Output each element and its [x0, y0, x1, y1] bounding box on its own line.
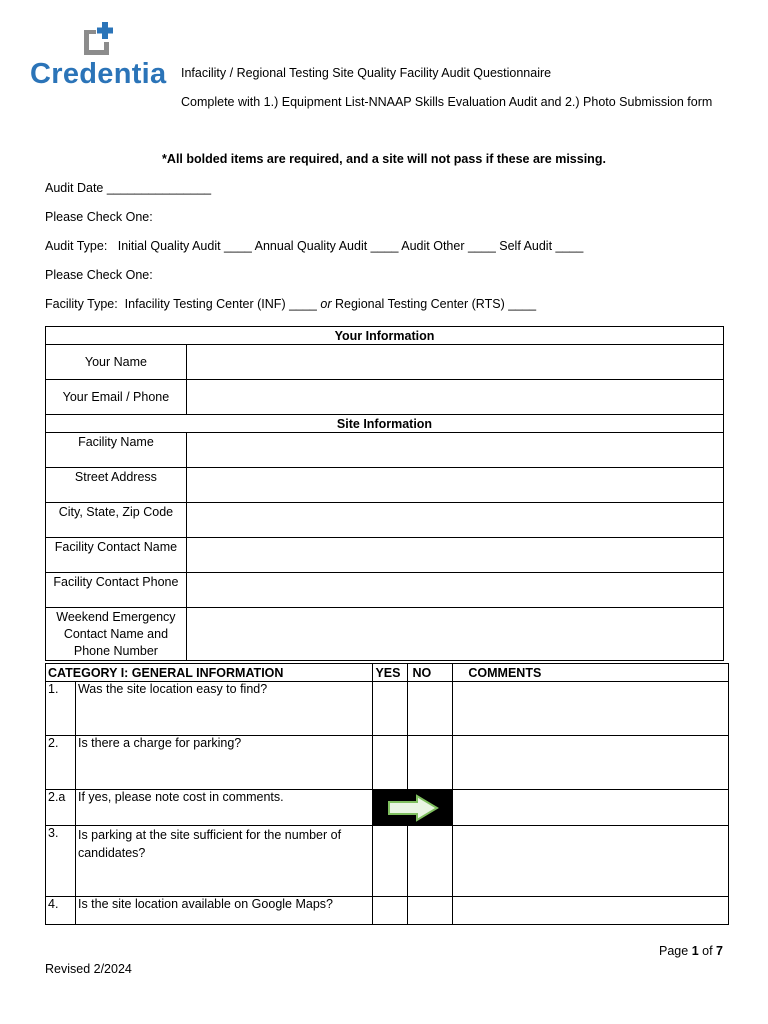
- required-note: *All bolded items are required, and a site will not pass if these are missing.: [162, 152, 606, 166]
- street-address-cell[interactable]: [186, 468, 723, 503]
- page-prefix: Page: [659, 944, 689, 958]
- question-number: 2.a: [46, 790, 76, 826]
- no-cell[interactable]: [408, 897, 453, 925]
- weekend-emergency-cell[interactable]: [186, 608, 723, 661]
- facility-type-rts: Regional Testing Center (RTS) ____: [334, 297, 537, 311]
- question-number: 3.: [46, 826, 76, 897]
- your-name-label: Your Name: [46, 345, 187, 380]
- your-info-heading: Your Information: [46, 327, 724, 345]
- no-cell[interactable]: [408, 736, 453, 790]
- your-name-cell[interactable]: [186, 345, 723, 380]
- table-row: [46, 826, 729, 897]
- city-state-zip-cell[interactable]: [186, 503, 723, 538]
- facility-name-label: Facility Name: [46, 433, 187, 468]
- audit-date-field: Audit Date _______________: [45, 181, 212, 195]
- yes-cell[interactable]: [373, 682, 408, 736]
- page-number: [659, 944, 723, 958]
- weekend-emergency-label: Weekend Emergency Contact Name and Phone Number: [46, 608, 187, 661]
- street-address-label: Street Address: [46, 468, 187, 503]
- yes-cell[interactable]: [373, 897, 408, 925]
- facility-type-inf: Infacility Testing Center (INF) ____: [124, 297, 317, 311]
- question-text: Is the site location available on Google Maps?: [75, 897, 372, 925]
- comments-cell[interactable]: [453, 826, 729, 897]
- site-info-heading: Site Information: [46, 415, 724, 433]
- facility-contact-name-cell[interactable]: [186, 538, 723, 573]
- no-cell[interactable]: [408, 682, 453, 736]
- revised-date: Revised 2/2024: [45, 962, 132, 976]
- table-row: [46, 790, 729, 826]
- yes-cell[interactable]: [373, 736, 408, 790]
- table-row: [46, 897, 729, 925]
- question-text: Is there a charge for parking?: [75, 736, 372, 790]
- category-title: CATEGORY I: GENERAL INFORMATION: [46, 664, 373, 682]
- page-total: 7: [716, 944, 723, 958]
- your-email-cell[interactable]: [186, 380, 723, 415]
- question-text: If yes, please note cost in comments.: [75, 790, 372, 826]
- logo-wordmark: Credentia: [30, 58, 167, 90]
- facility-type-line: [45, 297, 536, 311]
- question-number: 4.: [46, 897, 76, 925]
- yes-header: YES: [373, 664, 408, 682]
- yes-cell[interactable]: [373, 826, 408, 897]
- facility-type-or: or: [320, 297, 332, 311]
- table-row: [46, 736, 729, 790]
- comments-cell[interactable]: [453, 682, 729, 736]
- question-number: 2.: [46, 736, 76, 790]
- question-number: 1.: [46, 682, 76, 736]
- facility-name-cell[interactable]: [186, 433, 723, 468]
- comments-cell[interactable]: [453, 736, 729, 790]
- facility-contact-phone-cell[interactable]: [186, 573, 723, 608]
- audit-type-options: Initial Quality Audit ____ Annual Quality Audit ____ Audit Other ____ Self Audit ____: [117, 239, 584, 253]
- page-current: 1: [691, 944, 699, 958]
- your-email-label: Your Email / Phone: [46, 380, 187, 415]
- comments-header: COMMENTS: [453, 664, 729, 682]
- audit-type-label: Audit Type:: [45, 239, 108, 253]
- table-row: [46, 682, 729, 736]
- facility-type-label: Facility Type:: [45, 297, 118, 311]
- comments-cell[interactable]: [453, 790, 729, 826]
- document-subtitle: Complete with 1.) Equipment List-NNAAP Skills Evaluation Audit and 2.) Photo Submission form: [181, 95, 713, 109]
- comments-cell[interactable]: [453, 897, 729, 925]
- question-text: Was the site location easy to find?: [75, 682, 372, 736]
- facility-contact-phone-label: Facility Contact Phone: [46, 573, 187, 608]
- facility-contact-name-label: Facility Contact Name: [46, 538, 187, 573]
- no-header: NO: [408, 664, 453, 682]
- arrow-cell: [373, 790, 453, 826]
- check-one-label: Please Check One:: [45, 210, 153, 224]
- credentia-plus-icon: [82, 22, 116, 56]
- category-table: [45, 663, 729, 925]
- question-text: Is parking at the site sufficient for the number of candidates?: [75, 826, 372, 897]
- right-arrow-icon: [387, 794, 439, 822]
- information-table: [45, 326, 724, 661]
- audit-type-line: [45, 239, 583, 253]
- check-one-label-2: Please Check One:: [45, 268, 153, 282]
- city-state-zip-label: City, State, Zip Code: [46, 503, 187, 538]
- page-of: of: [702, 944, 713, 958]
- document-title: Infacility / Regional Testing Site Quality Facility Audit Questionnaire: [181, 66, 552, 80]
- no-cell[interactable]: [408, 826, 453, 897]
